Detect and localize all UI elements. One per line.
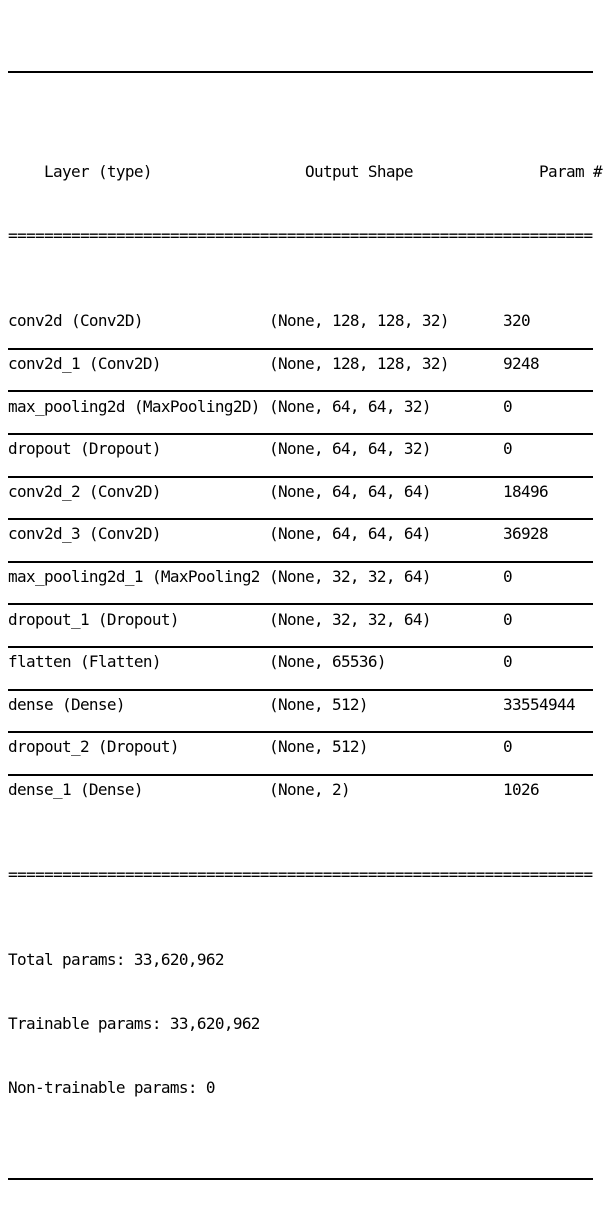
cell-output-shape: (None, 128, 128, 32) [269, 311, 449, 331]
cell-output-shape: (None, 64, 64, 32) [269, 439, 431, 459]
table-row [8, 438, 602, 459]
top-rule [8, 55, 602, 76]
row-separator [8, 630, 602, 651]
cell-layer-type: dropout_1 (Dropout) [8, 609, 179, 629]
double-rule: ================================================================= [8, 226, 593, 246]
row-separator [8, 460, 602, 481]
cell-layer-type: conv2d (Conv2D) [8, 311, 143, 331]
cell-layer-type: dropout_2 (Dropout) [8, 737, 179, 757]
cell-param-count: 0 [503, 652, 512, 672]
cell-output-shape: (None, 32, 32, 64) [269, 609, 431, 629]
cell-param-count: 9248 [503, 354, 539, 374]
cell-param-count: 0 [503, 737, 512, 757]
horizontal-rule [8, 603, 593, 605]
horizontal-rule [8, 731, 593, 733]
cell-param-count: 1026 [503, 779, 539, 799]
table-row [8, 694, 602, 715]
row-separator [8, 502, 602, 523]
row-separator [8, 374, 602, 395]
row-separator [8, 417, 602, 438]
horizontal-rule [8, 518, 593, 520]
horizontal-rule [8, 774, 593, 776]
table-row [8, 396, 602, 417]
row-separator [8, 715, 602, 736]
cell-layer-type: dropout (Dropout) [8, 439, 161, 459]
header-param-count: Param # [538, 162, 602, 182]
horizontal-rule [8, 646, 593, 648]
header-layer-type: Layer (type) [43, 162, 152, 182]
row-separator [8, 673, 602, 694]
cell-layer-type: dense_1 (Dense) [8, 779, 143, 799]
row-separator [8, 332, 602, 353]
horizontal-rule [8, 1178, 593, 1180]
cell-param-count: 18496 [503, 481, 548, 501]
table-row [8, 779, 602, 800]
horizontal-rule [8, 476, 593, 478]
cell-output-shape: (None, 64, 64, 32) [269, 396, 431, 416]
horizontal-rule [8, 689, 593, 691]
total-params: Total params: 33,620,962 [8, 950, 224, 970]
horizontal-rule [8, 390, 593, 392]
cell-output-shape: (None, 64, 64, 64) [269, 481, 431, 501]
cell-param-count: 0 [503, 439, 512, 459]
cell-param-count: 0 [503, 396, 512, 416]
cell-output-shape: (None, 512) [269, 694, 368, 714]
cell-param-count: 320 [503, 311, 530, 331]
cell-output-shape: (None, 512) [269, 737, 368, 757]
horizontal-rule [8, 71, 593, 73]
double-rule: ================================================================= [8, 865, 593, 885]
horizontal-rule [8, 433, 593, 435]
cell-layer-type: flatten (Flatten) [8, 652, 161, 672]
model-summary-output [8, 0, 602, 1226]
row-separator [8, 545, 602, 566]
non-trainable-params: Non-trainable params: 0 [8, 1078, 215, 1098]
cell-output-shape: (None, 32, 32, 64) [269, 567, 431, 587]
cell-param-count: 0 [503, 609, 512, 629]
table-row [8, 566, 602, 587]
cell-layer-type: conv2d_3 (Conv2D) [8, 524, 161, 544]
table-row [8, 353, 602, 374]
cell-layer-type: conv2d_2 (Conv2D) [8, 481, 161, 501]
cell-output-shape: (None, 65536) [269, 652, 386, 672]
cell-output-shape: (None, 2) [269, 779, 350, 799]
horizontal-rule [8, 348, 593, 350]
cell-layer-type: dense (Dense) [8, 694, 125, 714]
horizontal-rule [8, 561, 593, 563]
cell-output-shape: (None, 64, 64, 64) [269, 524, 431, 544]
table-row [8, 609, 602, 630]
header-output-shape: Output Shape [304, 162, 413, 182]
table-row [8, 523, 602, 544]
table-row [8, 481, 602, 502]
trainable-params: Trainable params: 33,620,962 [8, 1014, 260, 1034]
table-body [8, 310, 602, 800]
cell-layer-type: max_pooling2d_1 (MaxPooling2 [8, 567, 260, 587]
table-header [8, 140, 602, 182]
bottom-rule [8, 1162, 602, 1183]
row-separator [8, 587, 602, 608]
row-separator [8, 758, 602, 779]
table-row [8, 310, 602, 331]
cell-layer-type: max_pooling2d (MaxPooling2D) [8, 396, 260, 416]
cell-output-shape: (None, 128, 128, 32) [269, 354, 449, 374]
cell-param-count: 0 [503, 567, 512, 587]
cell-layer-type: conv2d_1 (Conv2D) [8, 354, 161, 374]
cell-param-count: 36928 [503, 524, 548, 544]
cell-param-count: 33554944 [503, 694, 575, 714]
table-row [8, 736, 602, 757]
